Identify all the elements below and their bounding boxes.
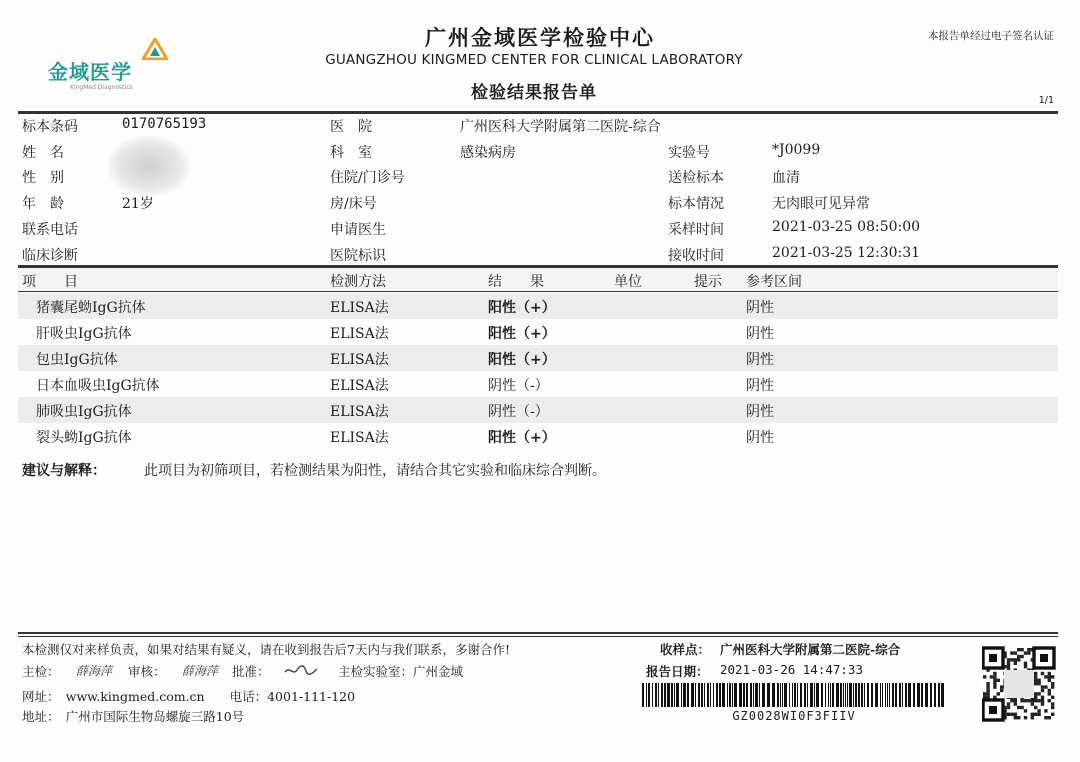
hospital-label: 医 院 [330,119,372,135]
footer-top-rule-2 [18,636,1058,637]
barcode-bar [941,683,944,707]
age-label: 年 龄 [22,196,64,212]
barcode-bar [755,683,758,707]
barcode-bar [794,683,796,707]
row-method: ELISA法 [330,404,389,420]
page-number: 1/1 [1038,95,1054,106]
barcode-bar [902,683,903,707]
collect-point-label: 收样点： [660,642,711,657]
row-ref: 阴性 [746,300,774,316]
row-item: 肺吸虫IgG抗体 [36,404,132,420]
barcode-bar [713,683,714,707]
barcode-bar [727,683,728,707]
lab-title-cn: 广州金域医学检验中心 [425,26,655,50]
hospital-value: 广州医科大学附属第二医院-综合 [460,119,661,135]
specimen-value: 血清 [772,170,800,186]
barcode-bar [816,683,819,707]
disclaimer: 本检测仅对来样负责，如果对结果有疑义，请在收到报告后7天内与我们联系，多谢合作! [22,642,510,657]
barcode-bar [648,683,650,707]
col-method-header: 检测方法 [330,274,386,290]
barcode-bar [871,683,873,707]
approver-label: 批准： [232,664,270,679]
barcode-bar [750,683,752,707]
row-result: 阳性（+） [488,352,556,368]
lab-no-label: 实验号 [668,145,710,161]
barcode-bar [804,683,806,707]
barcode-bar [843,683,844,707]
barcode-text: GZ0028WI0F3FIIV [732,709,856,723]
barcode-bar [658,683,659,707]
barcode-bar [719,683,721,707]
barcode-bar [797,683,798,707]
logo-text: 金域医学 [48,60,132,84]
barcode-bar [847,683,848,707]
barcode-bar [695,683,696,707]
phone-label: 联系电话 [22,222,78,238]
barcode-bar [710,683,711,707]
col-ref-header: 参考区间 [746,274,802,290]
col-unit-header: 单位 [614,274,642,290]
barcode-bar [895,683,897,707]
barcode-bar [739,683,742,707]
footer-top-rule [18,632,1058,634]
barcode-bar [889,683,890,707]
specimen-label: 送检标本 [668,170,724,186]
specimen-cond-value: 无肉眼可见异常 [772,196,870,212]
barcode-bar [777,683,779,707]
inpatient-label: 住院/门诊号 [330,170,405,186]
barcode-bar [836,683,839,707]
barcode-bar [899,683,901,707]
reviewer-label: 审核： [128,664,166,679]
barcode-bar [683,683,686,707]
approver-signature-icon [284,662,318,678]
doctor-label: 申请医生 [330,222,386,238]
barcode-bar [828,683,829,707]
barcode-bar [930,683,932,707]
barcode-bar [892,683,894,707]
barcode-bar [807,683,808,707]
row-method: ELISA法 [330,326,389,342]
row-result: 阳性（+） [488,300,556,316]
barcode-bar [867,683,869,707]
name-redaction [108,136,190,196]
barcode-bar [681,683,682,707]
barcode-bar [853,683,854,707]
barcode-bar [772,683,775,707]
barcode-bar [782,683,783,707]
specimen-cond-label: 标本情况 [668,196,724,212]
lab-title-en: GUANGZHOU KINGMED CENTER FOR CLINICAL LABORATORY [325,52,743,68]
row-method: ELISA法 [330,430,389,446]
barcode-bar [825,683,826,707]
barcode-bar [830,683,831,707]
bed-label: 房/床号 [330,196,377,212]
barcode-bar [789,683,790,707]
barcode-bar [652,683,653,707]
barcode-bar [759,683,760,707]
row-result: 阴性（-） [488,378,549,394]
report-date-label: 报告日期： [646,664,709,679]
barcode-bar [729,683,731,707]
barcode-bar [855,683,857,707]
barcode-bar [664,683,666,707]
address: 地址： 广州市国际生物岛螺旋三路10号 [22,709,245,724]
barcode-bar [716,683,718,707]
report-title: 检验结果报告单 [471,83,597,103]
barcode-bar [767,683,770,707]
barcode-bar [810,683,813,707]
tester-signature: 薛海萍 [76,664,113,678]
esign-note: 本报告单经过电子签名认证 [928,30,1054,42]
receive-label: 接收时间 [668,248,724,264]
barcode-bar [882,683,883,707]
row-item: 日本血吸虫IgG抗体 [36,378,160,394]
barcode-bar [698,683,700,707]
qr-code [982,646,1056,722]
qr-code-icon [982,646,1056,722]
barcode-value: 0170765193 [122,116,207,132]
barcode-label: 标本条码 [22,119,78,135]
gender-label: 性 别 [22,170,64,186]
barcode-bar [667,683,670,707]
row-item: 猪囊尾蚴IgG抗体 [36,300,146,316]
barcode-bar [849,683,852,707]
barcode-bar [934,683,936,707]
diagnosis-label: 临床诊断 [22,248,78,264]
barcode-bar [800,683,802,707]
col-item-header: 项 目 [22,274,78,290]
barcode-bar [674,683,675,707]
barcode-bar [921,683,923,707]
results-header-rule [18,291,1058,292]
barcode-bar [917,683,920,707]
barcode-bar [938,683,940,707]
barcode-bar [861,683,863,707]
row-item: 肝吸虫IgG抗体 [36,326,132,342]
row-method: ELISA法 [330,352,389,368]
row-result: 阴性（-） [488,404,549,420]
row-ref: 阴性 [746,378,774,394]
col-result-header: 结 果 [488,274,544,290]
barcode-bar [792,683,793,707]
barcode-bar [887,683,888,707]
barcode-bar [701,683,703,707]
barcode-bar [832,683,834,707]
barcode-bar [732,683,733,707]
barcode-bar [814,683,815,707]
barcode-bar [642,683,644,707]
barcode-bar [780,683,781,707]
barcode-bar [722,683,725,707]
row-ref: 阴性 [746,430,774,446]
row-result: 阳性（+） [488,430,556,446]
barcode-bar [905,683,907,707]
row-item: 裂头蚴IgG抗体 [36,430,132,446]
main-lab: 主检实验室：广州金域 [338,664,464,679]
hospital-id-label: 医院标识 [330,248,386,264]
lab-no-value: *J0099 [772,142,821,158]
row-item: 包虫IgG抗体 [36,352,118,368]
barcode-bar [840,683,842,707]
row-result: 阳性（+） [488,326,556,342]
barcode-bar [875,683,878,707]
collect-label: 采样时间 [668,222,724,238]
barcode-bar [691,683,694,707]
barcode-bar [864,683,865,707]
row-ref: 阴性 [746,404,774,420]
tester-label: 主检： [22,664,60,679]
row-ref: 阴性 [746,326,774,342]
advice-text: 此项目为初筛项目，若检测结果为阳性，请结合其它实验和临床综合判断。 [144,463,606,479]
advice-label: 建议与解释： [22,463,106,479]
row-ref: 阴性 [746,352,774,368]
barcode-bar [784,683,787,707]
barcode-bar [676,683,679,707]
website-phone: 网址： www.kingmed.com.cn 电话：4001-111-120 [22,689,356,704]
barcode-bar [687,683,689,707]
barcode-bar [734,683,737,707]
barcode-bar [661,683,663,707]
row-method: ELISA法 [330,300,389,316]
collect-point-value: 广州医科大学附属第二医院-综合 [720,642,901,657]
collect-value: 2021-03-25 08:50:00 [772,219,921,235]
barcode-bar [908,683,911,707]
header-divider [18,111,1058,114]
barcode-bar [885,683,886,707]
barcode-bar [880,683,881,707]
barcode-bar [913,683,915,707]
barcode-bar [821,683,823,707]
receive-value: 2021-03-25 12:30:31 [772,245,921,261]
report-barcode [642,683,946,707]
name-label: 姓 名 [22,145,64,161]
col-hint-header: 提示 [694,274,722,290]
barcode-bar [753,683,754,707]
barcode-bar [762,683,765,707]
report-date-value: 2021-03-26 14:47:33 [720,662,863,677]
barcode-bar [746,683,748,707]
barcode-bar [655,683,657,707]
barcode-bar [707,683,709,707]
row-method: ELISA法 [330,378,389,394]
barcode-bar [646,683,647,707]
age-value: 21岁 [122,196,154,212]
logo-subtitle: KingMed Diagnostics [70,84,133,91]
barcode-bar [671,683,673,707]
barcode-bar [743,683,745,707]
reviewer-signature: 薛海萍 [182,664,219,678]
dept-label: 科 室 [330,145,372,161]
barcode-bar [704,683,705,707]
barcode-bar [925,683,928,707]
barcode-bar [845,683,846,707]
dept-value: 感染病房 [460,145,516,161]
barcode-bar [858,683,860,707]
